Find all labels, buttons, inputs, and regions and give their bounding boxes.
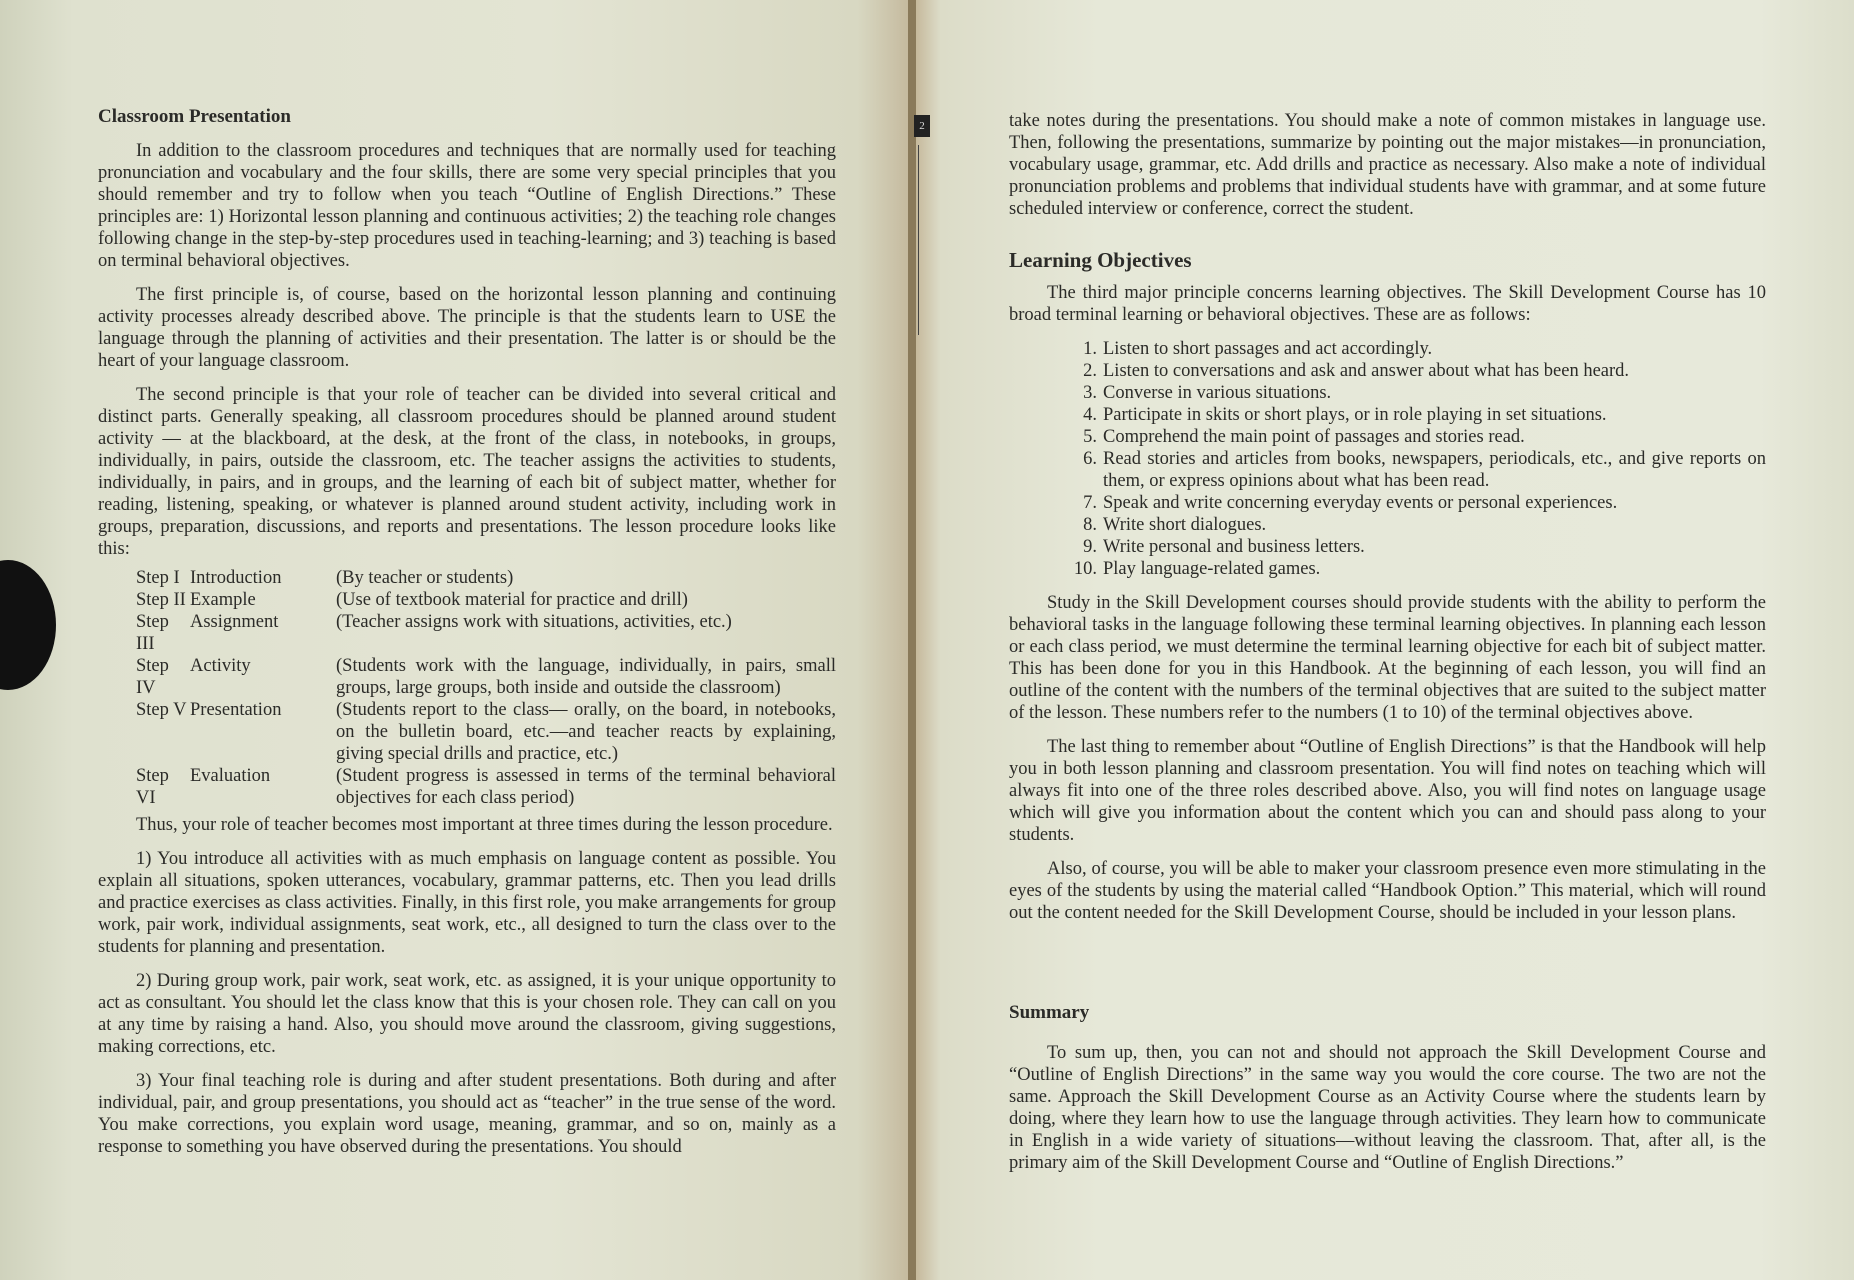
binder-hole <box>0 560 56 690</box>
step-desc: (Students report to the class— orally, on the board, in notebooks, on the bulletin board, etc.—and teacher reacts by explaining, giving special drills and practice, etc.) <box>336 700 836 764</box>
step-label: Step VI <box>136 766 169 808</box>
lesson-steps-table <box>98 567 836 809</box>
step-desc: (By teacher or students) <box>336 568 514 588</box>
list-item: 1. Listen to short passages and act accordingly. <box>1083 339 1433 359</box>
step-name: Evaluation <box>190 766 271 786</box>
step-name: Introduction <box>190 568 282 588</box>
step-name: Activity <box>190 656 251 676</box>
list-item: 9. Write personal and business letters. <box>1083 537 1365 557</box>
objectives-list <box>1009 338 1766 580</box>
continuation-text <box>1009 110 1766 232</box>
list-item: 7. Speak and write concerning everyday events or personal experiences. <box>1083 493 1618 513</box>
step-label: Step II <box>136 590 186 610</box>
step-label: Step I <box>136 568 180 588</box>
paragraph: take notes during the presentations. You should make a note of common mistakes in language use. Then, following the presentations, summarize by pointing out the major mistakes—in pronunciation, vocabulary usage, grammar, etc. Add drills and practice as necessary. Also make a note of individual pronunciation problems and problems that individual students have with grammar, and at some future scheduled interview or conference, correct the student. <box>1009 111 1766 219</box>
step-desc: (Students work with the language, individually, in pairs, small groups, large groups, both inside and outside the classroom) <box>336 656 836 698</box>
teacher-roles-text <box>98 814 836 1170</box>
section-heading-summary: Summary <box>1009 1002 1090 1023</box>
list-item: 2. Listen to conversations and ask and answer about what has been heard. <box>1083 361 1630 381</box>
list-item: 10. Play language-related games. <box>1073 559 1321 579</box>
step-desc: (Use of textbook material for practice and drill) <box>336 590 688 610</box>
book-spine <box>908 0 916 1280</box>
section-heading-learning-objectives: Learning Objectives <box>1009 248 1192 272</box>
paragraph: The second principle is that your role of teacher can be divided into several critical and distinct parts. Generally speaking, all classroom procedures should be planned around student activity — at the blackboard, at the desk, at the front of the class, in notebooks, in groups, individually, in pairs, outside the classroom, etc. The teacher assigns the activities to students, individually, in pairs, and in groups, and the learning of each bit of subject matter, whether for reading, listening, speaking, or whatever is planned around student activity, including work in groups, preparation, discussions, and reports and presentations. The lesson procedure looks like this: <box>98 385 836 559</box>
stamp-line <box>918 145 927 335</box>
paragraph: In addition to the classroom procedures and techniques that are normally used for teaching pronunciation and vocabulary and the four skills, there are some very special principles that you should remember and try to follow when you teach “Outline of English Directions.” These principles are: 1) Horizontal lesson planning and continuous activities; 2) the teaching role changes following change in the step-by-step procedures used in teaching-learning; and 3) teaching is based on terminal behavioral objectives. <box>98 141 836 271</box>
list-item: 6. Read stories and articles from books, newspapers, periodicals, etc., and give reports on them, or express opinions about what has been read. <box>1083 449 1766 491</box>
paragraph: Study in the Skill Development courses should provide students with the ability to perform the behavioral tasks in the language following these terminal learning objectives. In planning each lesson or each class period, we must determine the terminal learning objective for each bit of subject matter. This has been done for you in this Handbook. At the beginning of each lesson, you will find an outline of the content with the numbers of the terminal objectives that are suited to the subject matter of the lesson. These numbers refer to the numbers (1 to 10) of the terminal objectives above. <box>1009 593 1766 723</box>
paragraph: The third major principle concerns learning objectives. The Skill Development Course has 10 broad terminal learning or behavioral objectives. These are as follows: <box>1009 283 1766 325</box>
list-item: 4. Participate in skits or short plays, or in role playing in set situations. <box>1083 405 1607 425</box>
paragraph: 1) You introduce all activities with as much emphasis on language content as possible. You explain all situations, spoken utterances, vocabulary, grammar patterns, etc. Then you lead drills and practice exercises as class activities. Finally, in this first role, you make arrangements for group work, pair work, individual assignments, seat work, etc., all designed to turn the class over to the students for planning and presentation. <box>98 849 836 957</box>
summary-text <box>1009 1042 1766 1186</box>
paragraph: The first principle is, of course, based on the horizontal lesson planning and continuing activity processes already described above. The principle is that the students learn to USE the language through the planning of activities and their presentation. The latter is or should be the heart of your language classroom. <box>98 285 836 371</box>
paragraph: Also, of course, you will be able to maker your classroom presence even more stimulating in the eyes of the students by using the material called “Handbook Option.” This material, which will round out the content needed for the Skill Development Course, should be included in your lesson plans. <box>1009 859 1766 923</box>
step-name: Example <box>190 590 256 610</box>
step-desc: (Student progress is assessed in terms of the terminal behavioral objectives for each class period) <box>336 766 836 808</box>
paragraph: To sum up, then, you can not and should not approach the Skill Development Course and “Outline of English Directions” in the same way you would the core course. The two are not the same. Approach the Skill Development Course as an Activity Course where the students learn by doing, where they learn how to use the language through activities. They learn how to communicate in English in a wide variety of situations—without leaving the classroom. That, after all, is the primary aim of the Skill Development Course and “Outline of English Directions.” <box>1009 1043 1766 1173</box>
step-label: Step IV <box>136 656 169 698</box>
library-stamp: 2 <box>914 115 930 137</box>
section-heading-classroom-presentation: Classroom Presentation <box>98 106 291 127</box>
paragraph: Thus, your role of teacher becomes most important at three times during the lesson procedure. <box>136 815 833 835</box>
step-name: Assignment <box>190 612 279 632</box>
paragraph: 2) During group work, pair work, seat work, etc. as assigned, it is your unique opportunity to act as consultant. You should let the class know that this is your chosen role. They can call on you at any time by raising a hand. Also, you should move around the classroom, giving suggestions, making corrections, etc. <box>98 971 836 1057</box>
intro-text <box>98 140 836 572</box>
list-item: 3. Converse in various situations. <box>1083 383 1332 403</box>
step-label: Step III <box>136 612 169 654</box>
step-label: Step V <box>136 700 187 720</box>
paragraph: The last thing to remember about “Outline of English Directions” is that the Handbook will help you in both lesson planning and classroom presentation. You will find notes on teaching which will always fit into one of the three roles described above. Also, you will find notes on language usage which will give you information about the content which you can and should pass along to your students. <box>1009 737 1766 845</box>
paragraph: 3) Your final teaching role is during and after student presentations. Both during and after individual, pair, and group presentations, you should act as “teacher” in the true sense of the word. You make corrections, you explain word usage, meaning, grammar, and so on, mainly as a response to something you have observed during the presentations. You should <box>98 1071 836 1157</box>
step-name: Presentation <box>190 700 282 720</box>
objectives-section <box>1009 282 1766 936</box>
list-item: 5. Comprehend the main point of passages and stories read. <box>1083 427 1525 447</box>
list-item: 8. Write short dialogues. <box>1083 515 1267 535</box>
step-desc: (Teacher assigns work with situations, activities, etc.) <box>336 612 732 632</box>
